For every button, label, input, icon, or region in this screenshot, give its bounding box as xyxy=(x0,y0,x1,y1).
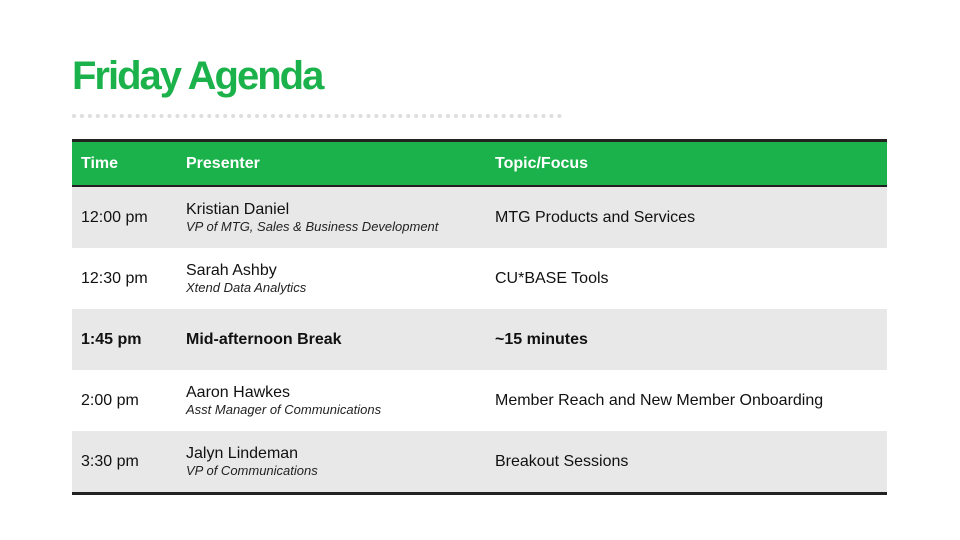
presenter-role: VP of MTG, Sales & Business Development xyxy=(186,219,439,234)
row-presenter xyxy=(186,431,318,492)
row-topic: Breakout Sessions xyxy=(495,452,629,470)
row-presenter xyxy=(186,370,381,431)
page-title: Friday Agenda xyxy=(72,54,323,98)
table-header-row xyxy=(72,142,887,187)
table-row xyxy=(72,248,887,309)
presenter-role: VP of Communications xyxy=(186,463,318,478)
row-topic: ~15 minutes xyxy=(495,330,588,348)
agenda-table xyxy=(72,139,887,495)
row-topic: Member Reach and New Member Onboarding xyxy=(495,391,824,409)
presenter-name: Kristian Daniel xyxy=(186,201,290,218)
row-time: 12:00 pm xyxy=(81,208,148,226)
row-presenter xyxy=(186,187,438,248)
presenter-name: Sarah Ashby xyxy=(186,262,277,279)
row-presenter: Mid-afternoon Break xyxy=(186,330,342,348)
row-time: 3:30 pm xyxy=(81,452,139,470)
presenter-name: Aaron Hawkes xyxy=(186,384,291,401)
header-topic: Topic/Focus xyxy=(495,154,589,172)
row-topic: MTG Products and Services xyxy=(495,208,696,226)
table-row xyxy=(72,187,887,248)
table-row xyxy=(72,431,887,492)
header-presenter: Presenter xyxy=(186,154,260,172)
header-time: Time xyxy=(81,154,119,172)
presenter-name: Jalyn Lindeman xyxy=(186,445,299,462)
row-time: 1:45 pm xyxy=(81,330,142,348)
row-presenter xyxy=(186,248,306,309)
table-row xyxy=(72,309,887,370)
presenter-role: Xtend Data Analytics xyxy=(186,280,307,295)
dotted-divider xyxy=(72,114,562,118)
row-time: 12:30 pm xyxy=(81,269,148,287)
table-row xyxy=(72,370,887,431)
row-topic: CU*BASE Tools xyxy=(495,269,609,287)
presenter-role: Asst Manager of Communications xyxy=(186,402,382,417)
row-time: 2:00 pm xyxy=(81,391,139,409)
